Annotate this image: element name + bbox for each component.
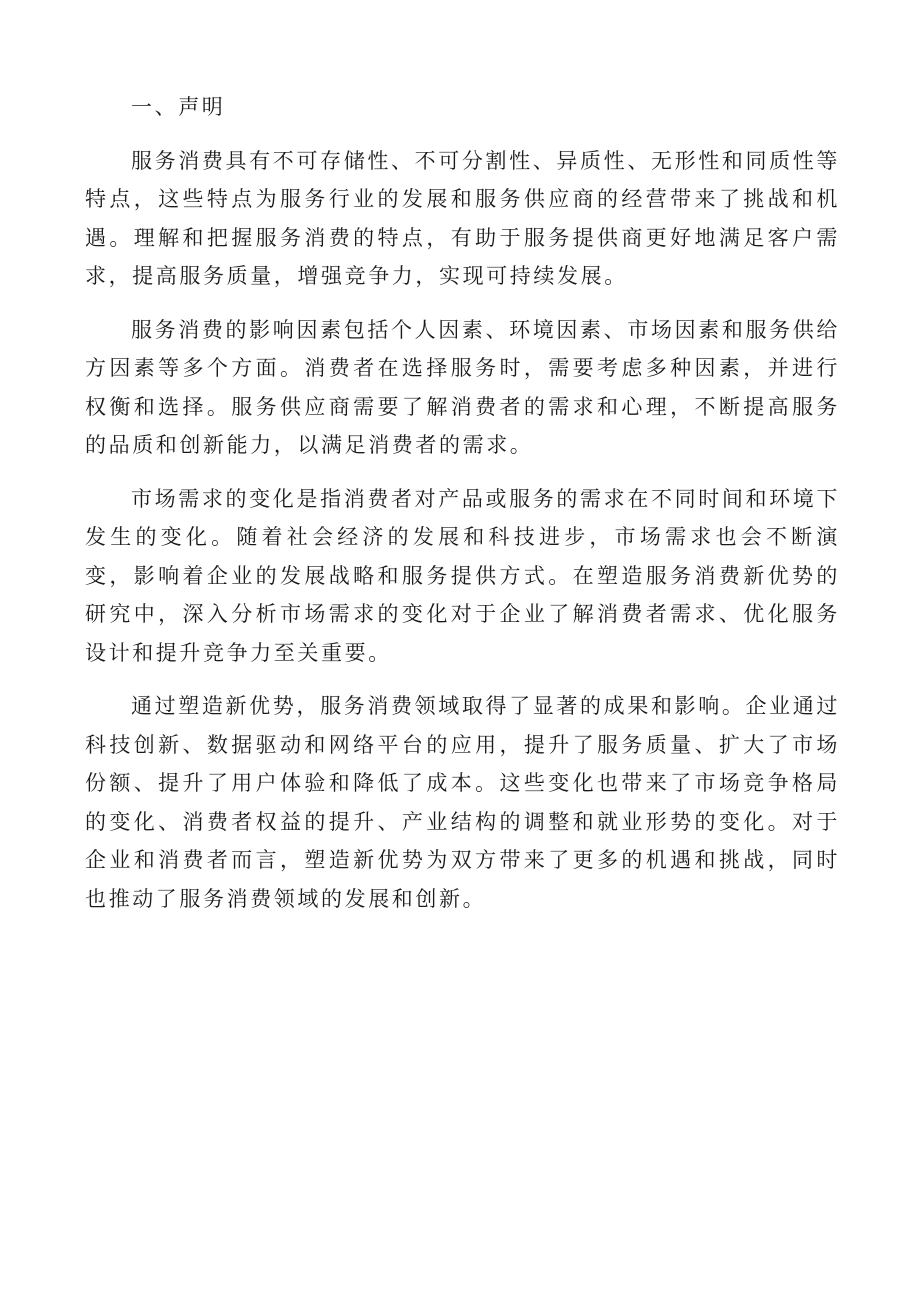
paragraph-2: 服务消费的影响因素包括个人因素、环境因素、市场因素和服务供给方因素等多个方面。消费者在选择服务时，需要考虑多种因素，并进行权衡和选择。服务供应商需要了解消费者的需求和心理，不断提高服务的品质和创新能力，以满足消费者的需求。 <box>85 317 840 457</box>
document-body <box>85 88 840 918</box>
paragraph-3: 市场需求的变化是指消费者对产品或服务的需求在不同时间和环境下发生的变化。随着社会经济的发展和科技进步，市场需求也会不断演变，影响着企业的发展战略和服务提供方式。在塑造服务消费新优势的研究中，深入分析市场需求的变化对于企业了解消费者需求、优化服务设计和提升竞争力至关重要。 <box>85 486 840 665</box>
section-heading: 一、声明 <box>131 95 226 119</box>
paragraph-1: 服务消费具有不可存储性、不可分割性、异质性、无形性和同质性等特点，这些特点为服务行业的发展和服务供应商的经营带来了挑战和机遇。理解和把握服务消费的特点，有助于服务提供商更好地满足客户需求，提高服务质量，增强竞争力，实现可持续发展。 <box>85 148 840 288</box>
paragraph-4: 通过塑造新优势，服务消费领域取得了显著的成果和影响。企业通过科技创新、数据驱动和网络平台的应用，提升了服务质量、扩大了市场份额、提升了用户体验和降低了成本。这些变化也带来了市场竞争格局的变化、消费者权益的提升、产业结构的调整和就业形势的变化。对于企业和消费者而言，塑造新优势为双方带来了更多的机遇和挑战，同时也推动了服务消费领域的发展和创新。 <box>85 694 840 911</box>
